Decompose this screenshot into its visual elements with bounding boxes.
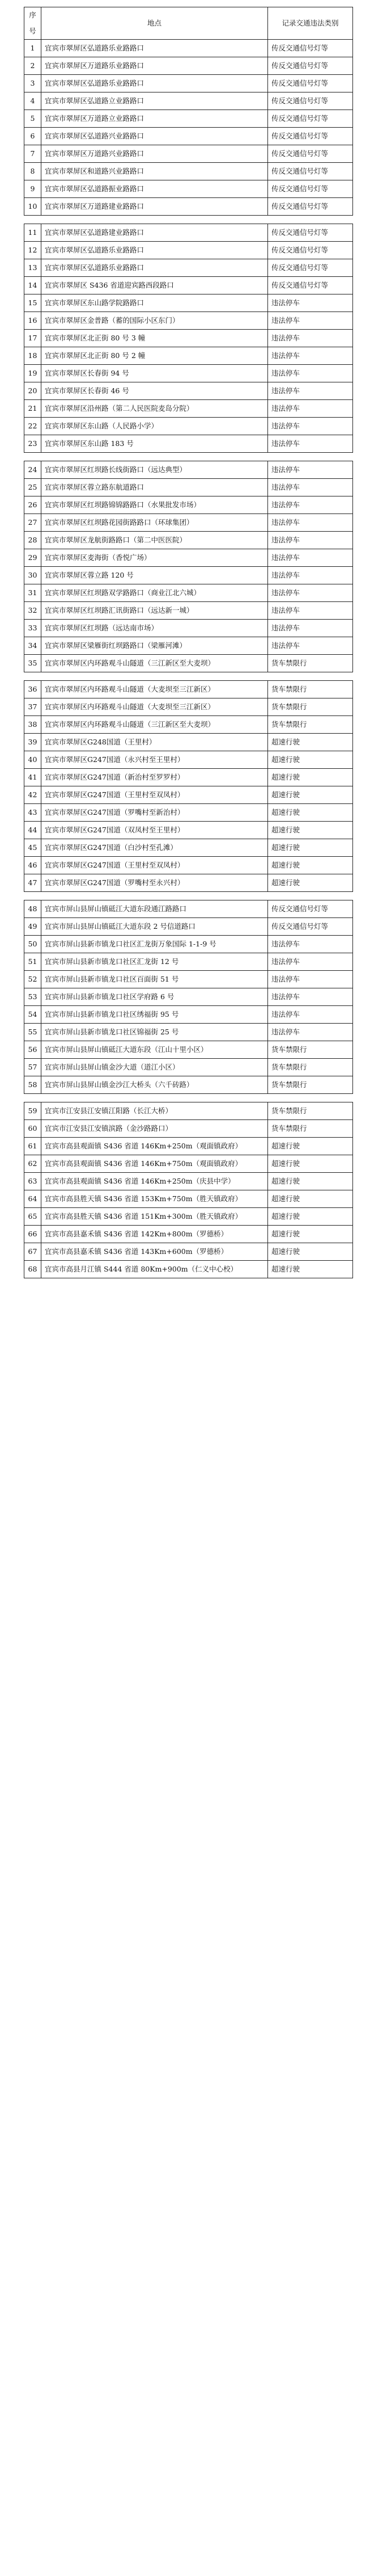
table-sections [24,7,352,1278]
row-seq: 32 [24,602,41,620]
row-seq: 34 [24,637,41,655]
row-type: 违法停车 [268,496,353,514]
row-seq: 5 [24,110,41,128]
row-seq: 65 [24,1208,41,1226]
row-location: 宜宾市屏山县屏山镇砥江大道东段（江山十里小区） [41,1041,268,1059]
row-location: 宜宾市翠屏区弘道路乐业路路口 [41,40,268,57]
row-location: 宜宾市高县观面镇 S436 省道 146Km+750m（观面镇政府） [41,1155,268,1173]
row-seq: 43 [24,804,41,822]
row-location: 宜宾市翠屏区东山路学院路路口 [41,294,268,312]
row-seq: 42 [24,786,41,804]
table-row [24,400,353,418]
row-seq: 17 [24,330,41,347]
row-seq: 33 [24,620,41,637]
row-type: 传反交通信号灯等 [268,259,353,277]
table-header-row [24,7,353,40]
row-location: 宜宾市翠屏区 S436 省道迎宾路西段路口 [41,277,268,294]
row-location: 宜宾市翠屏区弘道路兴业路路口 [41,128,268,145]
row-seq: 19 [24,365,41,382]
row-seq: 40 [24,751,41,769]
table-row [24,1059,353,1076]
row-seq: 20 [24,382,41,400]
row-type: 传反交通信号灯等 [268,224,353,242]
table-row [24,1261,353,1278]
row-location: 宜宾市高县胜天镇 S436 省道 153Km+750m（胜天镇政府） [41,1190,268,1208]
row-seq: 29 [24,549,41,567]
row-seq: 12 [24,242,41,259]
row-seq: 59 [24,1102,41,1120]
row-location: 宜宾市江安县江安镇滨路（金沙路路口） [41,1120,268,1138]
table-row [24,786,353,804]
row-type: 超速行驶 [268,769,353,786]
row-seq: 57 [24,1059,41,1076]
row-type: 违法停车 [268,988,353,1006]
row-seq: 38 [24,716,41,734]
row-type: 传反交通信号灯等 [268,40,353,57]
row-seq: 53 [24,988,41,1006]
row-location: 宜宾市翠屏区弘道路乐业路路口 [41,242,268,259]
row-seq: 52 [24,971,41,988]
table-row [24,532,353,549]
row-seq: 50 [24,936,41,953]
row-seq: 18 [24,347,41,365]
row-location: 宜宾市翠屏区蓉立路 120 号 [41,567,268,584]
row-type: 超速行驶 [268,822,353,839]
row-type: 货车禁限行 [268,1059,353,1076]
row-type: 货车禁限行 [268,655,353,672]
table-row [24,277,353,294]
row-seq: 26 [24,496,41,514]
table-row [24,224,353,242]
row-seq: 67 [24,1243,41,1261]
row-seq: 3 [24,75,41,92]
header-type: 记录交通违法类别 [268,7,353,40]
row-type: 传反交通信号灯等 [268,145,353,163]
row-type: 违法停车 [268,330,353,347]
document-page [24,7,352,1278]
table-row [24,936,353,953]
table-section [24,7,352,216]
row-seq: 45 [24,839,41,857]
header-location: 地点 [41,7,268,40]
table-row [24,40,353,57]
row-location: 宜宾市屏山县屏山镇砥江大道东段通江路路口 [41,900,268,918]
row-seq: 36 [24,681,41,698]
row-location: 宜宾市翠屏区和道路兴业路路口 [41,163,268,180]
row-seq: 61 [24,1138,41,1155]
row-type: 货车禁限行 [268,698,353,716]
table-row [24,1173,353,1190]
table-section [24,224,352,453]
row-type: 传反交通信号灯等 [268,900,353,918]
row-type: 货车禁限行 [268,681,353,698]
table-row [24,584,353,602]
table-row [24,1006,353,1024]
table-row [24,988,353,1006]
row-location: 宜宾市翠屏区东山路（人民路小学） [41,418,268,435]
row-location: 宜宾市翠屏区龙航街路路口（第二中医医院） [41,532,268,549]
row-type: 超速行驶 [268,1190,353,1208]
row-type: 违法停车 [268,1006,353,1024]
table-row [24,145,353,163]
table-row [24,602,353,620]
row-seq: 25 [24,479,41,496]
row-location: 宜宾市翠屏区红坝路汇讯街路口（远达新一城） [41,602,268,620]
table-row [24,92,353,110]
table-row [24,496,353,514]
row-location: 宜宾市翠屏区弘道路建业路路口 [41,224,268,242]
row-type: 违法停车 [268,514,353,532]
table-section [24,900,352,1094]
violation-table [24,900,353,1094]
row-location: 宜宾市翠屏区红坝路（远达南市场） [41,620,268,637]
table-section [24,680,352,892]
row-seq: 49 [24,918,41,936]
row-location: 宜宾市屏山县新市镇龙口社区学府路 6 号 [41,988,268,1006]
table-row [24,900,353,918]
row-location: 宜宾市翠屏区长春街 46 号 [41,382,268,400]
row-type: 违法停车 [268,953,353,971]
table-section [24,1102,352,1278]
row-location: 宜宾市翠屏区弘道路立业路路口 [41,92,268,110]
row-type: 违法停车 [268,637,353,655]
row-type: 超速行驶 [268,1226,353,1243]
header-seq: 序号 [24,7,41,40]
row-location: 宜宾市翠屏区红坝路花园街路路口（环球集团） [41,514,268,532]
row-location: 宜宾市屏山县新市镇龙口社区汇龙街万象国际 1-1-9 号 [41,936,268,953]
row-location: 宜宾市翠屏区G247国道（双凤村至王里村） [41,822,268,839]
row-type: 传反交通信号灯等 [268,163,353,180]
row-location: 宜宾市屏山县新市镇龙口社区百面街 51 号 [41,971,268,988]
row-location: 宜宾市翠屏区红坝路长线街路口（远达典型） [41,461,268,479]
row-seq: 66 [24,1226,41,1243]
row-location: 宜宾市翠屏区蓉立路东航道路口 [41,479,268,496]
row-seq: 31 [24,584,41,602]
row-type: 违法停车 [268,365,353,382]
table-row [24,822,353,839]
row-type: 违法停车 [268,532,353,549]
row-location: 宜宾市屏山县屏山镇砥江大道东段 2 号信道路口 [41,918,268,936]
row-location: 宜宾市翠屏区万道路建业路路口 [41,198,268,216]
row-location: 宜宾市翠屏区G247国道（永兴村至王里村） [41,751,268,769]
row-seq: 54 [24,1006,41,1024]
table-row [24,918,353,936]
row-location: 宜宾市江安县江安镇江阳路（长江大桥） [41,1102,268,1120]
row-seq: 13 [24,259,41,277]
table-row [24,163,353,180]
table-row [24,479,353,496]
row-type: 超速行驶 [268,1243,353,1261]
row-type: 违法停车 [268,479,353,496]
row-location: 宜宾市翠屏区北正街 80 号 2 幢 [41,347,268,365]
row-location: 宜宾市翠屏区红坝路锦锦路路口（水果批发市场） [41,496,268,514]
row-type: 传反交通信号灯等 [268,198,353,216]
row-seq: 11 [24,224,41,242]
row-type: 违法停车 [268,312,353,330]
row-seq: 7 [24,145,41,163]
row-seq: 48 [24,900,41,918]
row-type: 超速行驶 [268,839,353,857]
table-row [24,242,353,259]
row-type: 超速行驶 [268,804,353,822]
row-seq: 10 [24,198,41,216]
row-seq: 9 [24,180,41,198]
row-type: 超速行驶 [268,1138,353,1155]
table-row [24,874,353,892]
table-row [24,1120,353,1138]
table-row [24,698,353,716]
table-row [24,953,353,971]
row-type: 传反交通信号灯等 [268,242,353,259]
row-location: 宜宾市高县胜天镇 S436 省道 151Km+300m（胜天镇政府） [41,1208,268,1226]
row-type: 货车禁限行 [268,1102,353,1120]
table-row [24,1102,353,1120]
table-row [24,620,353,637]
violation-table [24,224,353,453]
row-type: 违法停车 [268,602,353,620]
violation-table [24,7,353,216]
row-type: 违法停车 [268,971,353,988]
row-seq: 46 [24,857,41,874]
row-seq: 24 [24,461,41,479]
row-seq: 14 [24,277,41,294]
row-type: 超速行驶 [268,751,353,769]
table-row [24,128,353,145]
row-seq: 60 [24,1120,41,1138]
row-seq: 6 [24,128,41,145]
row-location: 宜宾市屏山县新市镇龙口社区锦福街 25 号 [41,1024,268,1041]
row-type: 传反交通信号灯等 [268,918,353,936]
table-row [24,75,353,92]
row-type: 传反交通信号灯等 [268,92,353,110]
table-row [24,1041,353,1059]
table-row [24,365,353,382]
row-location: 宜宾市翠屏区万道路兴业路路口 [41,145,268,163]
row-type: 违法停车 [268,936,353,953]
row-type: 违法停车 [268,620,353,637]
row-location: 宜宾市翠屏区内环路观斗山隧道（三江新区至大麦坝） [41,655,268,672]
row-seq: 56 [24,1041,41,1059]
row-seq: 27 [24,514,41,532]
row-location: 宜宾市翠屏区长春街 94 号 [41,365,268,382]
table-row [24,1024,353,1041]
row-type: 违法停车 [268,567,353,584]
row-seq: 21 [24,400,41,418]
row-type: 违法停车 [268,435,353,453]
row-type: 货车禁限行 [268,1076,353,1094]
row-location: 宜宾市翠屏区G247国道（王里村至双凤村） [41,786,268,804]
row-type: 货车禁限行 [268,1041,353,1059]
row-location: 宜宾市翠屏区麦海街（香悦广场） [41,549,268,567]
table-row [24,681,353,698]
violation-table [24,680,353,892]
table-row [24,198,353,216]
row-location: 宜宾市翠屏区红坝路双学路路口（商业江北六城） [41,584,268,602]
row-seq: 23 [24,435,41,453]
row-seq: 44 [24,822,41,839]
table-row [24,294,353,312]
row-seq: 41 [24,769,41,786]
row-location: 宜宾市翠屏区内环路观斗山隧道（大麦坝至三江新区） [41,698,268,716]
table-row [24,567,353,584]
row-type: 违法停车 [268,382,353,400]
row-seq: 16 [24,312,41,330]
row-type: 传反交通信号灯等 [268,180,353,198]
row-location: 宜宾市翠屏区内环路观斗山隧道（大麦坝至三江新区） [41,681,268,698]
row-type: 违法停车 [268,584,353,602]
row-location: 宜宾市翠屏区弘道路乐业路路口 [41,259,268,277]
table-row [24,418,353,435]
row-seq: 4 [24,92,41,110]
row-location: 宜宾市翠屏区G247国道（新治村至罗罗村） [41,769,268,786]
row-type: 传反交通信号灯等 [268,277,353,294]
row-location: 宜宾市翠屏区弘道路振业路路口 [41,180,268,198]
table-row [24,804,353,822]
table-row [24,180,353,198]
row-location: 宜宾市屏山县屏山镇金沙江大桥头（六千砖路） [41,1076,268,1094]
row-location: 宜宾市翠屏区G247国道（罗嘴村至新治村） [41,804,268,822]
row-location: 宜宾市翠屏区万道路乐业路路口 [41,57,268,75]
row-location: 宜宾市翠屏区金普路（蓄的国际小区东门） [41,312,268,330]
table-row [24,549,353,567]
row-seq: 1 [24,40,41,57]
row-location: 宜宾市翠屏区内环路观斗山隧道（三江新区至大麦坝） [41,716,268,734]
table-row [24,514,353,532]
row-location: 宜宾市屏山县屏山镇金沙大道（道江小区） [41,1059,268,1076]
row-location: 宜宾市高县观面镇 S436 省道 146Km+250m（庆县中学） [41,1173,268,1190]
row-location: 宜宾市高县月江镇 S444 省道 80Km+900m（仁义中心校） [41,1261,268,1278]
row-type: 传反交通信号灯等 [268,110,353,128]
table-row [24,435,353,453]
table-row [24,330,353,347]
row-location: 宜宾市翠屏区G247国道（王里村至双凤村） [41,857,268,874]
table-row [24,769,353,786]
row-seq: 39 [24,734,41,751]
violation-table [24,461,353,672]
row-type: 超速行驶 [268,1155,353,1173]
row-seq: 47 [24,874,41,892]
row-location: 宜宾市翠屏区梁雁街红坝路路口（梁雁河滩） [41,637,268,655]
row-type: 货车禁限行 [268,1120,353,1138]
table-row [24,110,353,128]
violation-table [24,1102,353,1278]
row-seq: 37 [24,698,41,716]
row-type: 超速行驶 [268,786,353,804]
row-type: 传反交通信号灯等 [268,57,353,75]
row-location: 宜宾市翠屏区弘道路乐业路路口 [41,75,268,92]
row-location: 宜宾市翠屏区G247国道（白沙村至孔滩） [41,839,268,857]
table-row [24,716,353,734]
row-type: 违法停车 [268,549,353,567]
row-location: 宜宾市高县嘉禾镇 S436 省道 142Km+800m（罗德桥） [41,1226,268,1243]
row-type: 货车禁限行 [268,716,353,734]
row-type: 违法停车 [268,400,353,418]
row-type: 传反交通信号灯等 [268,75,353,92]
row-type: 超速行驶 [268,1173,353,1190]
row-seq: 15 [24,294,41,312]
table-row [24,57,353,75]
row-seq: 63 [24,1173,41,1190]
row-seq: 30 [24,567,41,584]
table-row [24,751,353,769]
row-seq: 64 [24,1190,41,1208]
row-seq: 68 [24,1261,41,1278]
row-type: 超速行驶 [268,857,353,874]
row-location: 宜宾市翠屏区万道路立业路路口 [41,110,268,128]
row-location: 宜宾市翠屏区东山路 183 号 [41,435,268,453]
row-location: 宜宾市翠屏区沿州路（第二人民医院麦岛分院） [41,400,268,418]
row-seq: 22 [24,418,41,435]
row-type: 超速行驶 [268,734,353,751]
row-seq: 62 [24,1155,41,1173]
row-type: 违法停车 [268,418,353,435]
row-location: 宜宾市高县嘉禾镇 S436 省道 143Km+600m（罗德桥） [41,1243,268,1261]
row-seq: 55 [24,1024,41,1041]
table-section [24,461,352,672]
row-seq: 28 [24,532,41,549]
row-type: 违法停车 [268,461,353,479]
table-row [24,734,353,751]
table-row [24,1076,353,1094]
table-row [24,461,353,479]
row-seq: 51 [24,953,41,971]
row-type: 违法停车 [268,1024,353,1041]
table-row [24,1243,353,1261]
table-row [24,971,353,988]
table-row [24,1226,353,1243]
row-seq: 58 [24,1076,41,1094]
row-location: 宜宾市翠屏区G247国道（罗嘴村至永兴村） [41,874,268,892]
row-type: 超速行驶 [268,1261,353,1278]
table-row [24,312,353,330]
table-row [24,655,353,672]
row-type: 超速行驶 [268,1208,353,1226]
row-location: 宜宾市高县观面镇 S436 省道 146Km+250m（观面镇政府） [41,1138,268,1155]
row-type: 违法停车 [268,347,353,365]
table-row [24,1190,353,1208]
row-location: 宜宾市翠屏区北正街 80 号 3 幢 [41,330,268,347]
table-row [24,382,353,400]
table-row [24,1138,353,1155]
table-row [24,839,353,857]
row-location: 宜宾市翠屏区G248国道（王里村） [41,734,268,751]
table-row [24,347,353,365]
row-location: 宜宾市屏山县新市镇龙口社区汇龙街 12 号 [41,953,268,971]
row-seq: 2 [24,57,41,75]
row-type: 违法停车 [268,294,353,312]
row-seq: 8 [24,163,41,180]
table-row [24,1208,353,1226]
table-row [24,857,353,874]
row-type: 超速行驶 [268,874,353,892]
row-type: 传反交通信号灯等 [268,128,353,145]
table-row [24,637,353,655]
row-location: 宜宾市屏山县新市镇龙口社区绣福街 95 号 [41,1006,268,1024]
row-seq: 35 [24,655,41,672]
table-row [24,259,353,277]
table-row [24,1155,353,1173]
